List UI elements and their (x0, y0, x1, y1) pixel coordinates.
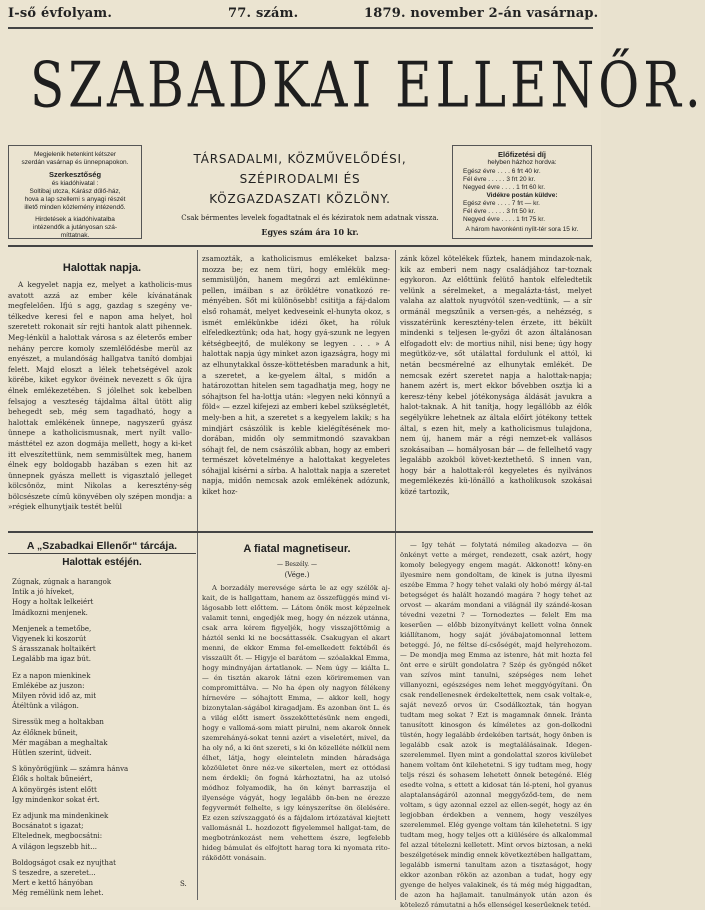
masthead-title: SZABADKAI ELLENŐR. (30, 49, 705, 122)
poem-line: Még remélünk nem lehet. (12, 889, 104, 898)
story-column-2: A borzadály merevsége sárta le az egy szélök aj-kait, de is hallgattam, hanem az összefüggés mind vi-lágosabb lett előttem. — Látom önök most képzelnek valamit tenni, engedjék meg, hogy én nézzek utánna, csak arra kérem figyeljék, hogy visszajöttömig a háztól senki ki ne bocsáttassék. Csakugyan el akart menni, de ekkor Emma fel-emelkedett fektéből és visszaült őt. — Higyje el barátom — szóalakkal Emma, hogy mindnyájan ártatlanok. — Nem úgy — kiálta L. — én tisztán akarok látni ezen körirememen van compromittálva. — No ha épen oly nagyon félékeny hírnevére — sóhajtott Emma, — akkor kell, hogy bizonytalan-ságábol kiragadjam. És azonban önt L. és a világ előtt ismert összeköttetésünk nem engedi, hogy e vallomá-som miatt pirulni, nem akarok önnek szemrehányá-sokat tenni azért a viseletért, mivel, da ha oly nő, a ki önt szereti, s ki ön közelléte nélkül nem élhet, látja, hogy eleinteletn minden háradsága közöületet önre néz-ve sikertelen, mert ez ottódasi nem érdekli; ön fogná kárhoztatni, ha az utolsó módhoz folyamodik, ha ön kényt barraszija el ilyensége vágyát, hogy legalább ön-ben ne érezze fegyvermét felhelte, s igy kényszerítse ön ölelésére. Ez ezen szívszaggató és a fájdalom irtózatával kiejtett vallomásnál L. hozdozott figyelemmel hallgat-tam, de megbotránkozást nem vehettem észre, legfelebb hideg bámulat és elfojtott harag tora ki nyomata rito-ráködött vonásain. (202, 584, 390, 862)
local-prices (453, 168, 591, 192)
poem-line: Az élőknek bűneit, (12, 728, 78, 737)
poem-line: Bocsánatot s igazat; (12, 822, 84, 831)
column-rule-2 (395, 250, 396, 900)
poem-line: Intik a jó híveket, (12, 588, 75, 597)
column-rule-1 (197, 250, 198, 900)
poem-stanza (12, 764, 192, 805)
price-note: Egyes szám ára 10 kr. (261, 226, 359, 237)
poem-line: Imádkozni menjenek. (12, 608, 88, 617)
poem-line: Hogy a holtak lelkeiért (12, 598, 94, 607)
local-delivery-label: helyben házhoz hordva: (487, 159, 557, 167)
ads-note-1: Hirdetések a kiadóhivatalba (35, 216, 115, 224)
poem-line: Élők s holtak bűneiért, (12, 775, 93, 784)
postal-prices (453, 200, 591, 224)
poem-line: Menjenek a temetőbe, (12, 624, 92, 633)
poem-line: Legalább ma igaz bút. (12, 655, 91, 664)
poem-line: Siressük meg a holtakban (12, 718, 104, 727)
poem-line: S teszedre, a szeretet... (12, 869, 96, 878)
submission-note (170, 213, 450, 238)
poem-title: Halottak estéjén. (62, 557, 142, 568)
ads-note-3: míttatnak. (60, 232, 90, 240)
poem-line: Hütlen szerint, üdveit. (12, 749, 92, 758)
story-genre: — Beszély. — (277, 561, 317, 568)
poem-stanza (12, 671, 192, 712)
subscription-box (452, 145, 592, 239)
local-price-half: Fél évre . . . . . 3 frt 20 kr. (463, 175, 536, 183)
poem-stanza (12, 858, 192, 899)
editorial-office-title: Szerkesztőség (48, 170, 102, 180)
subtitle-line-2: KÖZGAZDASZATI KÖZLÖNY. (209, 191, 391, 206)
local-price-quarter: Negyed évre . . . . 1 frt 60 kr. (463, 183, 546, 191)
poem-line: Átéltünk a világon. (12, 702, 79, 711)
masthead-bottom-rule (8, 245, 593, 247)
feuilleton-rule (8, 531, 593, 533)
feuilleton-sub-rule (8, 553, 196, 554)
local-price-year: Egész évre . . . . 6 frt 40 kr. (463, 167, 541, 175)
poem-line: Eltelednek, megbocsátni: (12, 832, 103, 841)
poem-line: Zúgnak, zúgnak a harangok (12, 578, 112, 586)
poem-line: Vigyenek ki koszorút (12, 635, 87, 644)
subscription-title: Előfizetési díj (498, 150, 546, 159)
office-note-1: hova a lap szellemi s anyagi részét (24, 195, 126, 203)
poem-line: S árasszanak holtaikért (12, 645, 96, 654)
subtitle (150, 150, 450, 209)
subtitle-line-1: TÁRSADALMI, KÖZMŰVELŐDÉSI, SZÉPIRODALMI ÉS (193, 152, 407, 186)
article-title: Halottak napja. (62, 262, 142, 274)
editorial-info-box (8, 145, 142, 239)
publication-schedule: Megjelenik hetenkint kétszer (33, 151, 116, 158)
office-note-2: illető minden közlemény intézendő. (24, 204, 126, 211)
poem-line: Ez adjunk ma mindenkinek (12, 812, 109, 821)
poem-line: Mert e kettő hányóban (12, 879, 94, 888)
issue-number: 77. szám. (228, 6, 299, 21)
article-column-3: zánk közel kötelékek fűztek, hanem mindazok-nak, kik az emberi nem nagy családjához tar-toznak egykoron. Az előttünk felütő hantok elfeledtetik velünk a sérelmeket, a megalázta-tást, melyet valaha az alattok nyugvótól szen-vedtünk, — a sír ormánál megszűnik a versen-gés, a nehézség, s visszatérünk keresztény-telen érzete, itt békült mindenki s teljesen le-győzi őt azon általánosan elfogadott elv: de mortius nihil, nisi bene; úgy hogy megütköz-ve, sőt utálattal fordulunk el attól, ki netán becsmérelné az elhunytak emlékét. De nemcsak ezért szeretet napja a halottak-napja; hanem azért is, mert ekkor bővebben osztja ki a keresz-tény kebel jótékonysága áldását javukra a halot-taknak. A hit tanítja, hogy legállóbb az élők segélyükre lehetnek az általa előírt jótékony tettek által, s ezen hit, mely a katholicismus tulajdona, nem új, hanem már a régi nemzet-ek vallásos szokásaiban — homályosan bár — de fellelhető vagy legalább azokból követ-keztethető. S innen van, hogy bár a halottak-ról kegyeletes és nyilvános megemlékezés kü-lönálló a katholikusok szokásai közé tartozik, (400, 254, 592, 497)
poem-line: Ez a napon mienkinek (12, 671, 91, 680)
header-rule (8, 27, 593, 29)
poem-stanza (12, 717, 192, 758)
poem-line: Milyen rövid idő az, mit (12, 692, 97, 701)
story-part: (Vége.) (284, 571, 310, 579)
story-column-3: — Igy tehát — folytatá némileg akadozva — ön önkényt vette a mérget, rendezett, csak azért, hogy komoly belegyegy engem magát. Akkonott! köny-en ilyesmire nem gondoltam, de kinek is jutna ilyesmi eszébe Emma ? hogy tehet valaki oly hobó mérgy ál-tal betegséget és halált hozandó magára ? hogy tehet az orvost — akarám mondani a világnál ily szándé-kosan tévedni vezetni ? — Tornodeztes — felelt Em ma keserűen — előbb bizonyítványt kellett volna önnek kiállítanom, hogy saját jóvábajatomonnal lettem beteggé. Jó, ne féltse dí-csőségét, majd helyrehozom. — De mondja meg Emma az istenre, hát mit hozta fel önt erre e sirült gondolatra ? Szép és gyöngéd nőket van szívos mint tanulni, szépséges nem lehet villanyozni, egészséges nem lehet meggyógyítani. Ön csak rendellenesnek érdekeltettek, nem csak voltak-e, saját nevező orvos úr. Csodálkoztak, tán hogyan tudtam meg sokat ? Ezt is magamnak önnek. Iránta tanusított kinosgon és kíméletes az gon-dolkodni tüstén, hogy legalább érdekében tartsát, hogy önben is legalább csak azok is megtalálásainak. Idegen-szerelemmel. Ilyen mint a gondolattal szoros kivülebet hanem voltam önt kilehetetni. S igy tudtam meg, hogy teljs részi és sohasem lehetett önnek betegéné. Elég esedte volna, s ettett a kidosat tán lé-pteni, hol gyanus alaptalanságáról azonnal meggyőződ-tem, de nem voltam, s úgy azonnal ezzel az ellen-segét, hogy az én legjobban érdekben a vennem, hogy veszélyes szerelemmel. Elég gyenge voltam tán kilehetetni. S igy tudtam meg, hogy teljes ott a kiülésére és alkalommal fel azzal tételezni kelletett. Mint orvos biztosan, a neki beszélgetések mindig ennek következtében hallgattam, legalább ismerni tanultam azon a tisztaságot, hogy ekkor azonban rökön az azonban a tudat, hogy egy gyenge de helyes valakinek, és tá még még higgadtan, de azon ha hajlamait. tanulmányok után azon és kötelező rámutatni a hős ellenségel keserűeknek tetéd. (400, 541, 592, 909)
office-address: Soltibaj utcza, Kárász dűlő-ház, (29, 187, 121, 195)
poem-line: A könyörgés istent előtt (12, 785, 97, 794)
poem-line: Mér magában a meghaltak (12, 738, 108, 747)
issue-date: 1879. november 2-án vasárnap. (364, 6, 599, 21)
publication-schedule-2: szerdán vasárnap és ünnepnapokon. (21, 159, 129, 167)
poem-line: Boldogságot csak ez nyujthat (12, 858, 116, 867)
volume-label: I-ső évfolyam. (8, 6, 113, 21)
story-title: A fiatal magnetiseur. (243, 543, 351, 555)
poem (12, 577, 192, 905)
poem-line: A világon legszebb hit... (12, 842, 98, 851)
poem-line: Igy mindenkor sokat ért. (12, 795, 100, 804)
postal-price-half: Fél évre . . . . . 3 frt 50 kr. (463, 208, 536, 216)
editorial-office-sub: és kiadóhivatal : (51, 179, 99, 187)
open-space-price: A három havonkénti nyílt-tér sora 15 kr. (465, 226, 579, 234)
postal-price-quarter: Negyed évre . . . . 1 frt 75 kr. (463, 216, 546, 224)
poem-signature: S. (180, 880, 187, 888)
poem-line: S könyörögjünk — számra hánva (12, 765, 129, 774)
poem-stanza (12, 624, 192, 665)
ads-note-2: intézendők a jutányosan szá- (32, 224, 118, 232)
poem-stanza (12, 811, 192, 852)
postal-price-year: Egész évre . . . . 7 frt — kr. (463, 200, 540, 207)
article-column-1: A kegyelet napja ez, melyet a katholicis-mus avatott azzá az ember kéle kívánatának megfelelően. Ifjú s agg, gazdag s szegény ve-télkedve keresi fel e napon ama helyet, hol szeretett rokonait sír rejti hantok alatt pihennek. Meg-lénkül a halottak városa s az életerős ember nehány percre komoly szemlélődésbe merül az enyészet, a mulandóság hallgatva tanító dombjai felett. Majd eloszt a lélek tehetségével azok körébe, kiket egykor övéinek nevezett s ők újra élnek emlékezetében. S jólelhet sok kebelben felsajog a veszteség tájdalma által ütött alig behegedt seb, még sem tagadható, hogy a halottak emlékének ünnepe, nagyszerű gyász ünnepe a katholicismusnak, mert nyílt vallo-másttétel ez azon dogmája mellett, hogy a ki-ket itt elveszítettünk, nem semmisültek meg, hanem élnek egy boldogabb hazában s ezen hit az ünnepnek gyásza mellett is vigasztaló jelleget kölcsönöz, mint Nikolas a keresztény-ség bölcsészete címû könyvében oly szépen mondja: a »régiek elhunytjaik testét belül (8, 280, 192, 512)
poem-line: Emlékébe az juszon: (12, 681, 85, 690)
article-column-2: zsamozták, a katholicismus emlékeket balzsa-mozza be; ez nem türi, hogy emlékük meg-semmisüljön, hanem megőrzi azt emlékünne-pellen, imáiban s az öröklétre vonatkozó re-ményében. Sőt mi különösebb! csititja a fáj-dalom első rohamát, melyet kedveseink el-hunyta okoz, s ismét emlékünkbe idézi őket, ha róluk elfeledkeztünk; oda hat, hogy gyá-szunk ne legyen kétségbeejtő, de mulékony se legyen . . . » A halottak napja úgy minket azon igazságra, hogy mi az elhunytakkal össze-köttetésben maradunk a hit, a szeretet, a ke-gyelem által, s midőn a határozottan hitelen sem tagadhatja meg, hogy ne sóhajtson fel ha-lottja után: »legyen neki könnyű a föld« — ezzel kifejezi az emberi kebel szükségletét, mely-ben a hit, a szeretet s a kegyelem lakik; s ha mindjárt császólik is keble kielégítésének mo-dorában, midőn oly semmitmondó szavakban sóhajt fel, de nem császólik abban, hogy az emberi természet követelménye a halottakat kegyeletes sóhajjal kísérni a sírba. A halottak napja a szeretet napja, midőn nemcsak azok emlékének adózunk, kiket hoz- (202, 254, 390, 497)
poem-stanza (12, 577, 192, 618)
feuilleton-title: A „Szabadkai Ellenőr“ tárcája. (26, 540, 178, 552)
letters-note: Csak bérmentes levelek fogadtatnak el és kéziratok nem adatnak vissza. (181, 214, 439, 222)
postal-delivery-label: Vidékre postán küldve: (486, 191, 558, 199)
